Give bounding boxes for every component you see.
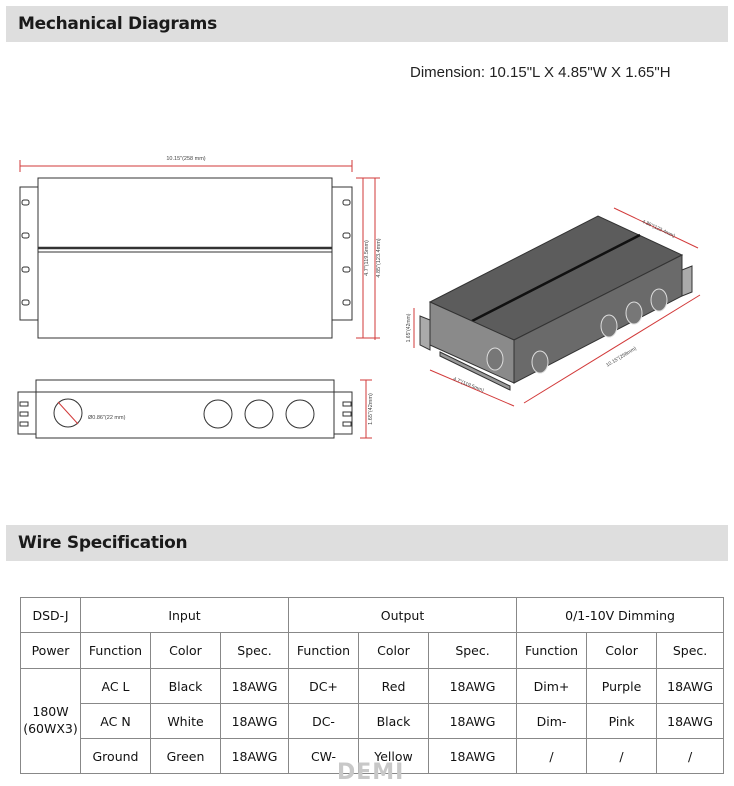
mechanical-diagrams-title: Mechanical Diagrams	[18, 14, 217, 34]
iso-width-label: 4.7"(119.5mm)	[452, 376, 485, 394]
header-cell: Function	[81, 633, 151, 669]
wire-specification-header	[6, 525, 728, 561]
table-cell: DC+	[289, 669, 359, 704]
table-cell: DC-	[289, 704, 359, 739]
table-cell: Ground	[81, 739, 151, 774]
table-cell: /	[657, 739, 724, 774]
power-value: 180W (60WX3)	[21, 669, 81, 774]
isometric-view-drawing	[400, 200, 730, 420]
group-output: Output	[289, 598, 517, 633]
header-cell: Spec.	[657, 633, 724, 669]
top-width-inner-label: 4.7"(119.5mm)	[364, 240, 370, 276]
table-cell: Purple	[587, 669, 657, 704]
table-cell: Dim+	[517, 669, 587, 704]
table-cell: Yellow	[359, 739, 429, 774]
watermark: DEMI	[337, 760, 405, 785]
table-cell: Black	[151, 669, 221, 704]
header-cell: Function	[517, 633, 587, 669]
table-row	[21, 704, 724, 739]
table-cell: Green	[151, 739, 221, 774]
table-cell: 18AWG	[429, 704, 517, 739]
group-dimming: 0/1-10V Dimming	[517, 598, 724, 633]
top-view-drawing	[0, 140, 400, 350]
iso-height-label: 1.65"(42mm)	[406, 313, 412, 343]
table-cell: Dim-	[517, 704, 587, 739]
header-cell: Color	[151, 633, 221, 669]
table-cell: /	[517, 739, 587, 774]
table-cell: CW-	[289, 739, 359, 774]
model-cell: DSD-J	[21, 598, 81, 633]
table-cell: AC N	[81, 704, 151, 739]
iso-top-label: 4.85"(123.4mm)	[640, 218, 676, 240]
top-width-outer-label: 4.85"(123.4mm)	[376, 238, 382, 278]
side-height-label: 1.65"(42mm)	[368, 393, 374, 425]
table-group-row	[21, 598, 724, 633]
table-cell: Pink	[587, 704, 657, 739]
table-cell: AC L	[81, 669, 151, 704]
table-cell: Black	[359, 704, 429, 739]
table-cell: 18AWG	[221, 669, 289, 704]
group-input: Input	[81, 598, 289, 633]
header-cell: Color	[587, 633, 657, 669]
wire-spec-table	[20, 597, 724, 774]
top-length-label: 10.15"(258 mm)	[166, 156, 206, 162]
table-cell: 18AWG	[657, 704, 724, 739]
side-view-drawing	[0, 372, 400, 442]
table-cell: 18AWG	[429, 739, 517, 774]
side-hole-label: Ø0.86"(22 mm)	[88, 415, 126, 421]
power-label: Power	[21, 633, 81, 669]
table-cell: 18AWG	[221, 739, 289, 774]
header-cell: Spec.	[221, 633, 289, 669]
table-row	[21, 669, 724, 704]
header-cell: Function	[289, 633, 359, 669]
header-cell: Color	[359, 633, 429, 669]
table-header-row	[21, 633, 724, 669]
table-cell: /	[587, 739, 657, 774]
table-cell: 18AWG	[221, 704, 289, 739]
mechanical-diagrams-header	[6, 6, 728, 42]
iso-length-label: 10.15"(258mm)	[605, 345, 638, 369]
dimension-text: Dimension: 10.15"L X 4.85"W X 1.65"H	[410, 64, 671, 81]
header-cell: Spec.	[429, 633, 517, 669]
table-cell: 18AWG	[429, 669, 517, 704]
table-cell: 18AWG	[657, 669, 724, 704]
table-cell: Red	[359, 669, 429, 704]
table-cell: White	[151, 704, 221, 739]
wire-specification-title: Wire Specification	[18, 533, 188, 553]
